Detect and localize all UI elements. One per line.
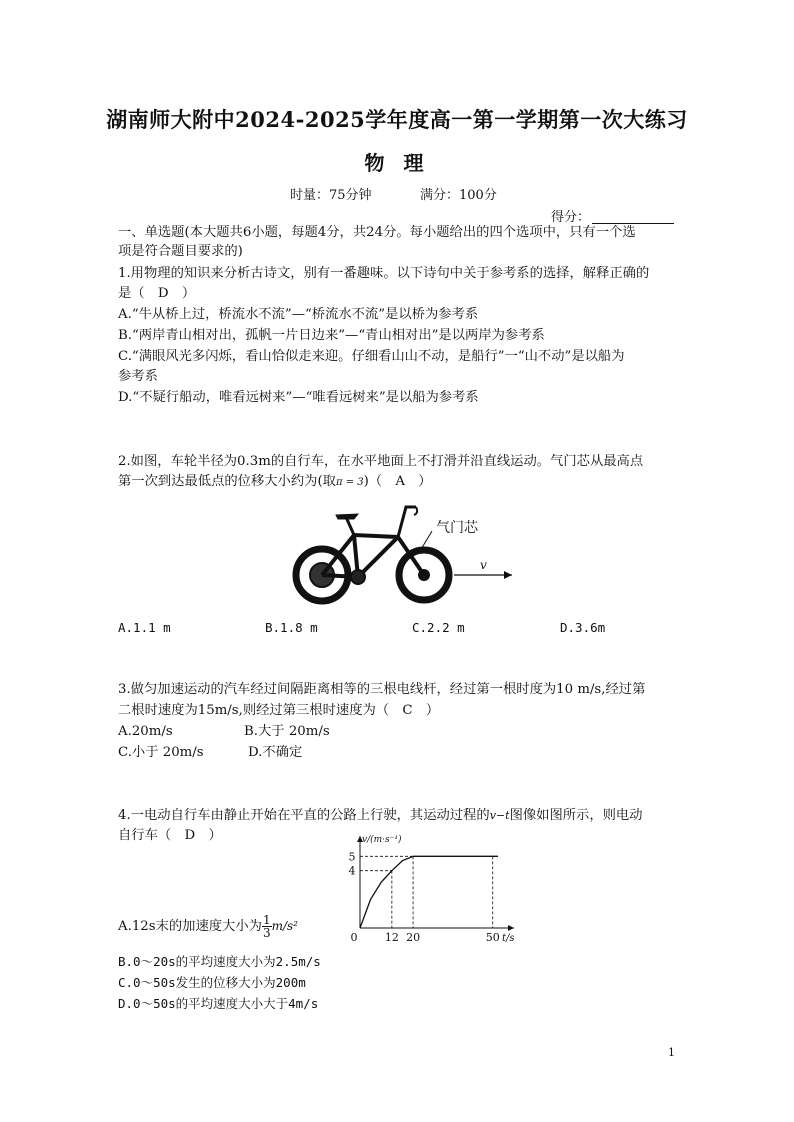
q4-option-b: B.0～20s的平均速度大小为2.5m/s xyxy=(118,954,321,969)
q1-option-c-line2: 参考系 xyxy=(118,369,158,384)
valve-core-label: 气门芯 xyxy=(436,520,478,536)
q1-stem-line1: 1.用物理的知识来分析古诗文，别有一番趣味。以下诗句中关于参考系的选择，解释正确的 xyxy=(118,266,650,281)
x-tick-label-50: 50 xyxy=(485,931,500,944)
accel-unit: m/s² xyxy=(271,919,298,933)
x-axis-label: t/s xyxy=(502,933,515,944)
y-tick-label-4: 4 xyxy=(348,864,356,878)
x-tick-label-20: 20 xyxy=(406,931,421,944)
document-title: 湖南师大附中2024-2025学年度高一第一学期第一次大练习 xyxy=(106,107,688,132)
chart-guides xyxy=(360,856,493,928)
q3-option-c: C.小于 20m/s xyxy=(118,745,204,760)
time-limit: 时量：75分钟 xyxy=(290,188,372,203)
q1-option-a: A.“牛从桥上过，桥流水不流”—“桥流水不流”是以桥为参考系 xyxy=(118,307,479,322)
vt-label: v−t xyxy=(489,809,510,822)
page-number: 1 xyxy=(668,1046,675,1059)
velocity-label: v xyxy=(480,558,487,572)
q3-option-d: D.不确定 xyxy=(248,745,303,760)
q3-option-a: A.20m/s xyxy=(118,724,173,739)
q4-stem-line1: 4.一电动自行车由静止开始在平直的公路上行驶，其运动过程的v−t图像如图所示，则电动 xyxy=(118,808,643,823)
q1-option-b: B.“两岸青山相对出，孤帆一片日边来”—“青山相对出”是以两岸为参考系 xyxy=(118,328,545,343)
q1-option-d: D.“不疑行船动，唯看远树来”—“唯看远树来”是以船为参考系 xyxy=(118,390,479,405)
q2-option-b: B.1.8 m xyxy=(265,620,318,635)
x-axis-arrow xyxy=(508,925,514,931)
full-score: 满分：100分 xyxy=(420,188,497,203)
score-blank[interactable] xyxy=(592,209,674,224)
velocity-curve xyxy=(360,856,498,928)
score-field xyxy=(551,206,674,225)
fraction-one-third: $\frac{1}{3}$ xyxy=(262,913,271,940)
q3-stem-line2: 二根时速度为15m/s,则经过第三根时速度为（ C ） xyxy=(118,703,440,718)
q3-stem-line1: 3.做匀加速运动的汽车经过间隔距离相等的三根电线杆，经过第一根时度为10 m/s,经过第 xyxy=(118,682,646,697)
x-tick-label-12: 12 xyxy=(384,931,399,944)
q4-option-c: C.0～50s发生的位移大小为200m xyxy=(118,975,306,990)
q1-option-c-line1: C.“满眼风光多闪烁，看山恰似走来迎。仔细看山山不动，是船行”一“山不动”是以船为 xyxy=(118,349,625,364)
chart-series xyxy=(360,856,498,928)
y-axis-label: v/(m·s⁻¹) xyxy=(362,835,402,845)
x-tick-label-0: 0 xyxy=(350,931,358,944)
bicycle-figure xyxy=(288,497,520,609)
q4-option-d: D.0～50s的平均速度大小大于4m/s xyxy=(118,996,319,1011)
q2-option-c: C.2.2 m xyxy=(412,620,465,635)
q1-stem-line2: 是（ D ） xyxy=(118,286,196,301)
q2-stem-line2: 第一次到达最低点的位移大小约为(取π = 3)（ A ） xyxy=(118,474,432,489)
q4-stem-line2: 自行车（ D ） xyxy=(118,828,222,843)
q2-option-a: A.1.1 m xyxy=(118,620,171,635)
q2-stem-line1: 2.如图，车轮半径为0.3m的自行车，在水平地面上不打滑并沿直线运动。气门芯从最高点 xyxy=(118,454,644,469)
q3-option-b: B.大于 20m/s xyxy=(244,724,330,739)
section-heading-line1: 一、单选题(本大题共6小题，每题4分，共24分。每小题给出的四个选项中，只有一个选 xyxy=(118,225,636,240)
score-label: 得分： xyxy=(551,210,591,225)
y-tick-label-5: 5 xyxy=(348,850,356,864)
pi-value: π = 3 xyxy=(335,477,364,488)
subject-title: 物 理 xyxy=(364,151,430,175)
q2-option-d: D.3.6m xyxy=(560,620,606,635)
q4-option-a: A.12s末的加速度大小为 $\frac{1}{3}$ m/s² xyxy=(118,913,298,940)
section-heading-line2: 项是符合题目要求的) xyxy=(118,244,243,259)
vt-chart xyxy=(338,832,538,944)
